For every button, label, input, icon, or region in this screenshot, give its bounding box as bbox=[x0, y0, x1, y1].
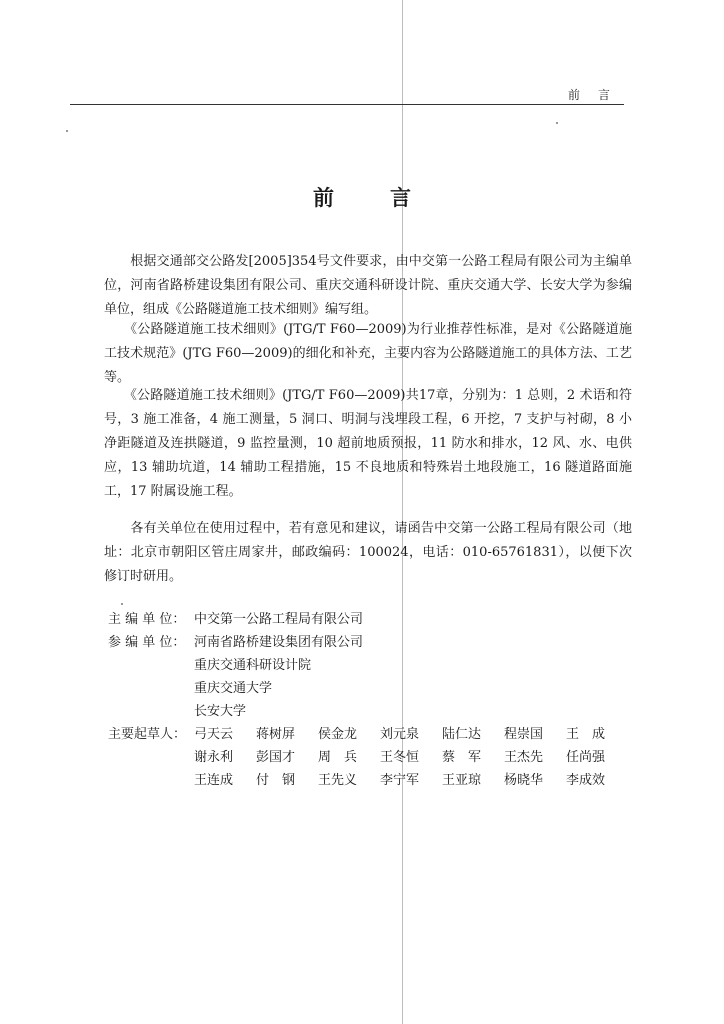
header-rule bbox=[70, 104, 624, 105]
participating-unit: 重庆交通科研设计院 bbox=[194, 658, 312, 673]
drafter-name: 王冬恒 bbox=[380, 750, 420, 765]
drafter-name: 周 兵 bbox=[318, 750, 358, 765]
drafters-row bbox=[108, 723, 628, 792]
paragraph-4 bbox=[104, 517, 632, 589]
paragraph-1 bbox=[104, 250, 632, 322]
credits-block bbox=[108, 608, 628, 792]
drafter-name: 程崇国 bbox=[504, 727, 544, 742]
drafter-name: 弓天云 bbox=[194, 727, 234, 742]
participating-unit: 重庆交通大学 bbox=[194, 681, 273, 696]
chief-unit-label: 主 编 单 位： bbox=[108, 612, 186, 627]
chief-unit-value: 中交第一公路工程局有限公司 bbox=[194, 612, 364, 627]
drafter-name: 王 成 bbox=[566, 727, 606, 742]
drafter-name: 付 钢 bbox=[256, 773, 296, 788]
drafters-list bbox=[194, 723, 628, 792]
participating-unit: 长安大学 bbox=[194, 704, 247, 719]
drafter-name: 彭国才 bbox=[256, 750, 296, 765]
paragraph-3 bbox=[104, 384, 632, 504]
paragraph-text: 《公路隧道施工技术细则》(JTG/T F60—2009)为行业推荐性标准，是对《公路隧道施工技术规范》(JTG F60—2009)的细化和补充，主要内容为公路隧道施工的具体方法、工艺等。 bbox=[104, 322, 632, 385]
participating-units-label: 参 编 单 位： bbox=[108, 635, 186, 650]
drafter-name: 王亚琼 bbox=[442, 773, 482, 788]
participating-unit: 河南省路桥建设集团有限公司 bbox=[194, 635, 364, 650]
drafter-name: 蒋树屏 bbox=[256, 727, 296, 742]
drafter-name: 王杰先 bbox=[504, 750, 544, 765]
scan-speck bbox=[121, 603, 123, 605]
drafter-name: 杨晓华 bbox=[504, 773, 544, 788]
page-title: 前言 bbox=[313, 185, 467, 210]
binding-fold-line bbox=[402, 0, 403, 1024]
paragraph-text: 《公路隧道施工技术细则》(JTG/T F60—2009)共17章，分别为：1 总则，2 术语和符号，3 施工准备，4 施工测量，5 洞口、明洞与浅埋段工程，6 开挖，7 支护与衬砌，8 小净距隧道及连拱隧道，9 监控量测，10 超前地质预报，11 防水和排水，12 风、水、电供应，13 辅助坑道，14 辅助工程措施，15 不良地质和特殊岩土地段施工，16 隧道路面施工，17 附属设施工程。 bbox=[104, 388, 632, 499]
drafter-name: 王连成 bbox=[194, 773, 234, 788]
drafter-name: 陆仁达 bbox=[442, 727, 482, 742]
drafter-name: 李成效 bbox=[566, 773, 606, 788]
drafter-name: 王先义 bbox=[318, 773, 358, 788]
drafter-name: 任尚强 bbox=[566, 750, 606, 765]
chief-unit-row bbox=[108, 608, 628, 631]
drafter-name: 侯金龙 bbox=[318, 727, 358, 742]
drafters-label: 主要起草人： bbox=[108, 727, 187, 742]
participating-units-row bbox=[108, 631, 628, 723]
drafter-name: 李宁军 bbox=[380, 773, 420, 788]
running-header: 前言 bbox=[568, 88, 629, 102]
scan-speck bbox=[66, 130, 68, 132]
scan-speck bbox=[556, 122, 558, 124]
paragraph-text: 各有关单位在使用过程中，若有意见和建议，请函告中交第一公路工程局有限公司（地址：北京市朝阳区管庄周家井，邮政编码：100024，电话：010-65761831），以便下次修订时研用。 bbox=[104, 521, 632, 584]
drafter-name: 蔡 军 bbox=[442, 750, 482, 765]
drafter-name: 谢永利 bbox=[194, 750, 234, 765]
paragraph-text: 根据交通部交公路发[2005]354号文件要求，由中交第一公路工程局有限公司为主编单位，河南省路桥建设集团有限公司、重庆交通科研设计院、重庆交通大学、长安大学为参编单位，组成《公路隧道施工技术细则》编写组。 bbox=[104, 254, 632, 317]
paragraph-2 bbox=[104, 318, 632, 390]
drafter-name: 刘元泉 bbox=[380, 727, 420, 742]
